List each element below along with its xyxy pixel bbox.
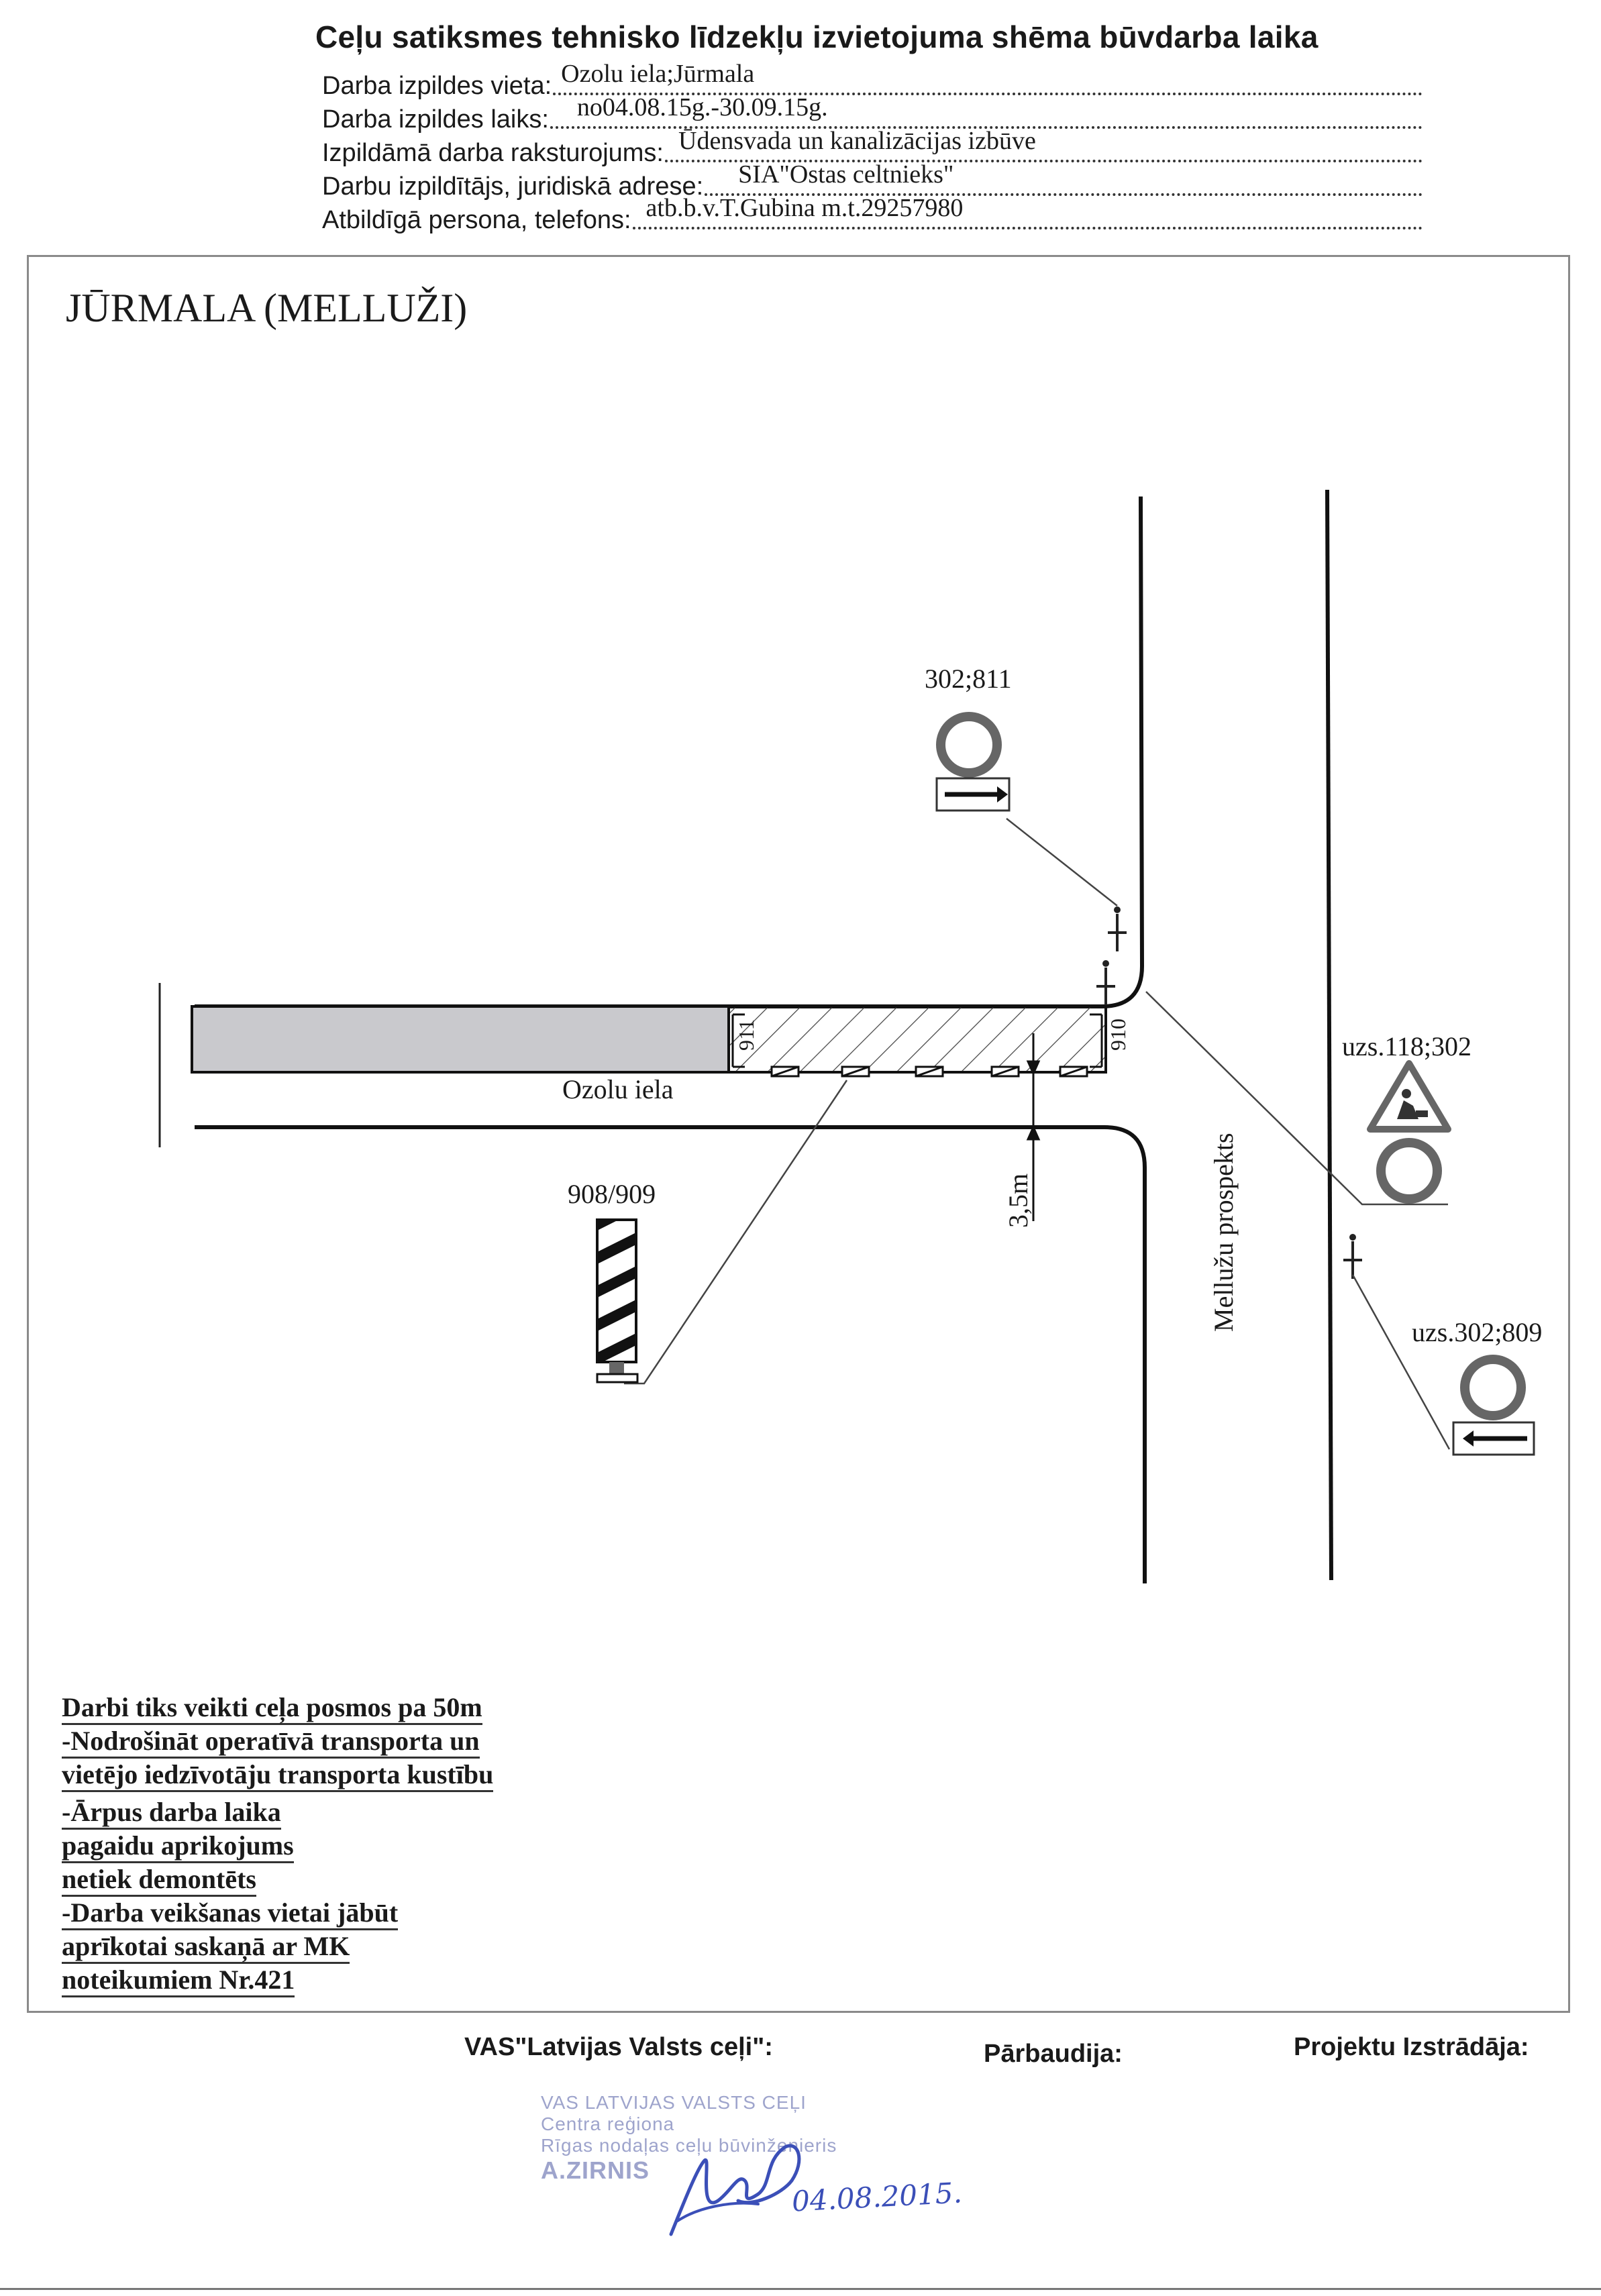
- note-line-9: noteikumiem Nr.421: [62, 1965, 295, 1997]
- street-label-ozolu: Ozolu iela: [562, 1074, 674, 1104]
- page-bottom-rule: [0, 2288, 1601, 2290]
- no-entry-ring-sign-bottom: [1465, 1359, 1521, 1416]
- sign-label-302-811: 302;811: [925, 664, 1012, 694]
- sign-label-302-809: uzs.302;809: [1412, 1317, 1543, 1347]
- major-road-right-edge: [1327, 490, 1331, 1580]
- leader-top-sign: [1006, 819, 1117, 906]
- barrier-label: 908/909: [568, 1179, 656, 1209]
- sign-label-118-302: uzs.118;302: [1342, 1031, 1471, 1061]
- place-label: Darba izpildes vieta:: [322, 72, 552, 100]
- footer-checked-label: Pārbaudija:: [984, 2040, 1123, 2068]
- contractor-label: Darbu izpildītājs, juridiskā adrese:: [322, 172, 704, 201]
- document-title: Ceļu satiksmes tehnisko līdzekļu izvietojuma shēma būvdarba laika: [315, 19, 1319, 54]
- closed-zone-hatch: [729, 1006, 1106, 1072]
- time-value: no04.08.15g.-30.09.15g.: [576, 93, 828, 121]
- note-line-6: netiek demontēts: [62, 1864, 256, 1897]
- dimension-label-910: 910: [1106, 1019, 1130, 1051]
- note-line-2: -Nodrošināt operatīvā transporta un: [62, 1726, 480, 1759]
- no-entry-ring-sign-right: [1381, 1143, 1437, 1199]
- stamp-line-2: Centra reģiona: [541, 2114, 675, 2134]
- signature-date: 04.08.2015.: [790, 2176, 963, 2218]
- time-label: Darba izpildes laiks:: [322, 105, 549, 134]
- stamp-line-3: Rīgas nodaļas ceļu būvinženieris: [541, 2135, 837, 2156]
- work-label: Izpildāmā darba raksturojums:: [322, 139, 664, 167]
- work-zone: [192, 1006, 729, 1072]
- note-line-5: pagaidu aprikojums: [62, 1830, 294, 1863]
- striped-barrier-post: [590, 1201, 644, 1396]
- contractor-value: SIA"Ostas celtnieks": [738, 160, 954, 189]
- lane-width-label: 3,5m: [1003, 1173, 1033, 1228]
- person-value: atb.b.v.T.Gubina m.t.29257980: [645, 194, 964, 222]
- note-line-7: -Darba veikšanas vietai jābūt: [62, 1897, 398, 1930]
- tripod-sign-stand-3: [1343, 1234, 1362, 1279]
- place-title: JŪRMALA (MELLUŽI): [66, 286, 468, 330]
- note-line-1: Darbi tiks veikti ceļa posmos pa 50m: [62, 1692, 482, 1725]
- street-label-melluzu: Mellužu prospekts: [1208, 1133, 1239, 1332]
- place-value: Ozolu iela;Jūrmala: [561, 60, 755, 88]
- note-line-4: -Ārpus darba laika: [62, 1797, 281, 1830]
- no-entry-ring-sign-top: [941, 717, 997, 773]
- leader-right-bottom: [1353, 1275, 1449, 1449]
- footer-org-label: VAS"Latvijas Valsts ceļi":: [464, 2033, 773, 2061]
- person-label: Atbildīgā persona, telefons:: [322, 206, 631, 234]
- footer-developed-label: Projektu Izstrādāja:: [1294, 2033, 1529, 2061]
- tripod-sign-stand-1: [1108, 906, 1127, 951]
- tripod-sign-stand-2: [1096, 960, 1115, 1005]
- work-value: Ūdensvada un kanalizācijas izbūve: [678, 127, 1036, 155]
- note-line-8: aprīkotai saskaņā ar MK: [62, 1931, 350, 1964]
- note-line-3: vietējo iedzīvotāju transporta kustību: [62, 1759, 493, 1792]
- stamp-line-1: VAS LATVIJAS VALSTS CEĻI: [541, 2092, 807, 2113]
- dimension-label-911: 911: [734, 1019, 758, 1051]
- stamp-name: A.ZIRNIS: [541, 2156, 650, 2184]
